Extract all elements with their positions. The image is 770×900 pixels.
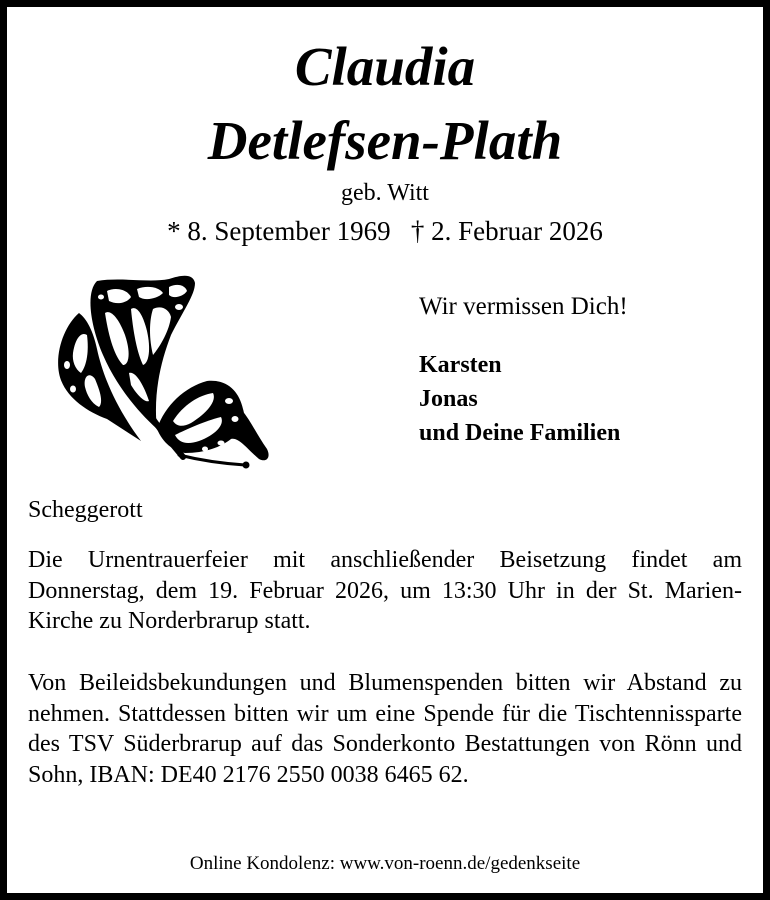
signer-name: Karsten xyxy=(419,352,502,378)
life-dates: * 8. September 1969 † 2. Februar 2026 xyxy=(167,216,603,246)
remembrance-message: Wir vermissen Dich! xyxy=(419,293,628,320)
birth-name: geb. Witt xyxy=(341,180,429,206)
signers-list xyxy=(419,348,620,450)
butterfly-icon xyxy=(45,269,281,473)
funeral-details-paragraph: Die Urnentrauerfeier mit anschließender Beisetzung findet am Donnerstag, dem 19. Februar 2026, um 13:30 Uhr in der St. Marien-Kirche zu Norderbrarup statt. xyxy=(28,547,742,634)
signer-name: Jonas xyxy=(419,386,478,412)
place-name: Scheggerott xyxy=(28,497,143,523)
online-condolence-line: Online Kondolenz: www.von-roenn.de/gedenkseite xyxy=(189,853,581,874)
deceased-first-name: Claudia xyxy=(294,36,476,97)
donation-paragraph: Von Beileidsbekundungen und Blumenspenden bitten wir Abstand zu nehmen. Stattdessen bitten wir um eine Spende für die Tischtennissparte des TSV Süderbrarup auf das Sonderkonto Bestattungen von Rönn und Sohn, IBAN: DE40 2176 2550 0038 6465 62. xyxy=(28,670,742,788)
signer-name: und Deine Familien xyxy=(419,420,621,446)
deceased-last-name: Detlefsen-Plath xyxy=(207,110,563,171)
